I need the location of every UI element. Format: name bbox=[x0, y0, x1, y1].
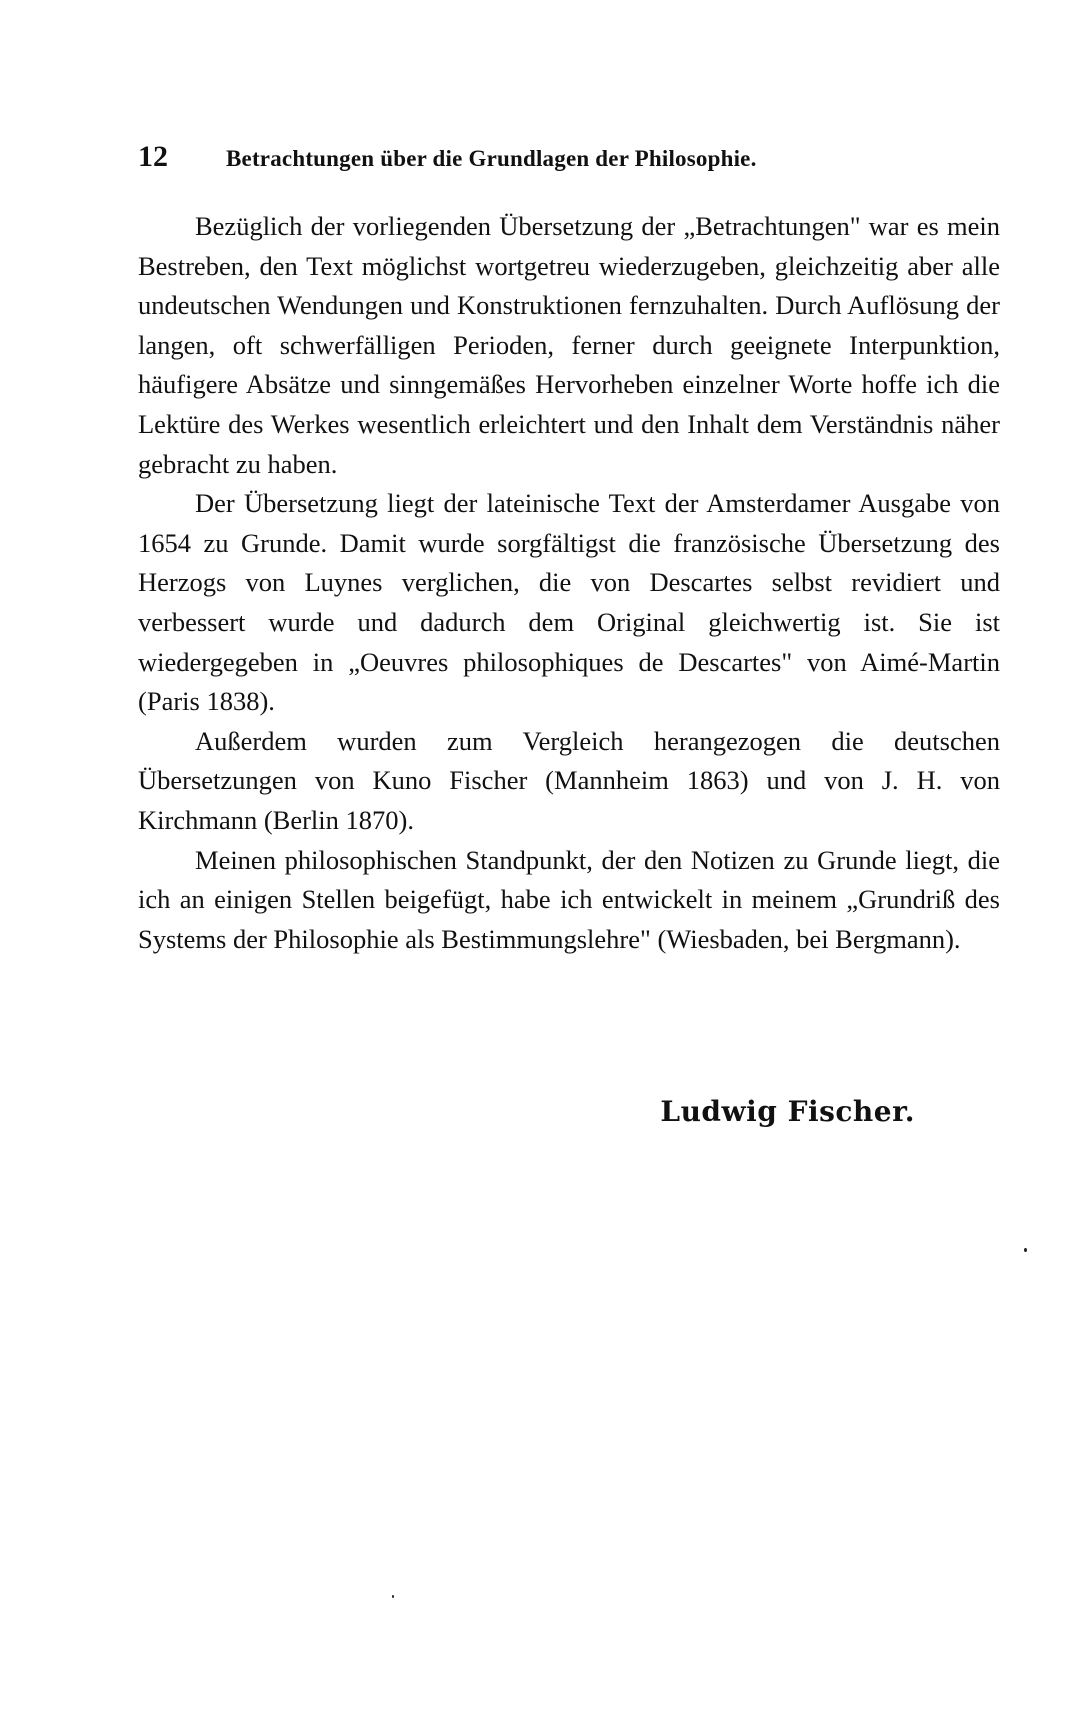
body-text bbox=[138, 207, 1000, 959]
print-speck bbox=[392, 1595, 394, 1598]
paragraph-source-text: Der Übersetzung liegt der lateinische Text der Amsterdamer Ausgabe von 1654 zu Grunde. Damit wurde sorgfältigst die französische Übersetzung des Herzogs von Luynes verglichen, die von Descartes selbst revidiert und verbessert wurde und dadurch dem Original gleichwertig ist. Sie ist wiedergegeben in „Oeuvres philosophiques de Descartes" von Aimé-Martin (Paris 1838). bbox=[138, 488, 1000, 717]
paragraph-comparisons: Außerdem wurden zum Vergleich herangezogen die deutschen Übersetzungen von Kuno Fischer (Mannheim 1863) und von J. H. von Kirchmann (Berlin 1870). bbox=[138, 725, 1000, 835]
paragraph-philosophical-standpoint: Meinen philosophischen Standpunkt, der den Notizen zu Grunde liegt, die ich an einigen Stellen beigefügt, habe ich entwickelt in meinem „Grundriß des Systems der Philosophie als Bestimmungslehre" (Wiesbaden, bei Bergmann). bbox=[138, 844, 1000, 954]
paragraph-translation-approach: Bezüglich der vorliegenden Übersetzung der „Betrachtungen" war es mein Bestreben, den Text möglichst wortgetreu wiederzugeben, gleichzeitig aber alle undeutschen Wendungen und Konstruktionen fernzuhalten. Durch Auflösung der langen, oft schwerfälligen Perioden, ferner durch geeignete Interpunktion, häufigere Absätze und sinngemäßes Hervorheben einzelner Worte hoffe ich die Lektüre des Werkes wesentlich erleichtert und den Inhalt dem Verständnis näher gebracht zu haben. bbox=[138, 211, 1000, 479]
signature: Ludwig Fischer. bbox=[660, 1095, 915, 1128]
running-head-title: Betrachtungen über die Grundlagen der Philosophie. bbox=[226, 146, 757, 171]
page-number: 12 bbox=[138, 140, 168, 173]
print-speck bbox=[1024, 1248, 1027, 1252]
running-head bbox=[138, 140, 908, 180]
